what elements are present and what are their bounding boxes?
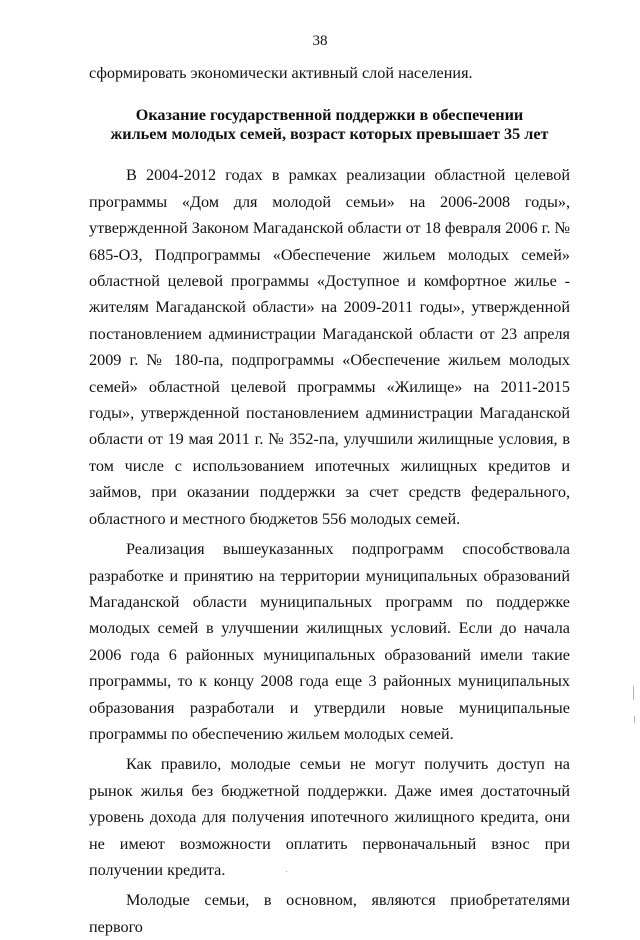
section-heading: Оказание государственной поддержки в обеспечении жильем молодых семей, возраст которых превышает 35 лет [110,106,549,144]
scan-speck [286,871,287,872]
paragraph-municipal: Реализация вышеуказанных подпрограмм способствовала разработке и принятию на территории муниципальных образований Магаданской области муниципальных программ по поддержке молодых семей в улучшении жилищных условий. Если до начала 2006 года 6 районных муниципальных образований имели такие программы, то к концу 2008 года еще 3 районных муниципальных образования разработали и утвердили новые муниципальные программы по обеспечению жильем молодых семей. [89,540,570,743]
paragraph-market-access: Как правило, молодые семьи не могут получить доступ на рынок жилья без бюджетной поддержки. Даже имея достаточный уровень дохода для получения ипотечного жилищного кредита, они не имеют возможности оплатить первоначальный взнос при получении кредита. [89,755,570,879]
scan-edge-mark [634,716,635,723]
page-number: 38 [312,33,328,49]
paragraph-first-buyers: Молодые семьи, в основном, являются приобретателями первого [89,891,570,936]
document-body [89,60,570,940]
paragraph-programs: В 2004-2012 годах в рамках реализации областной целевой программы «Дом для молодой семьи» на 2006-2008 годы», утвержденной Законом Магаданской области от 18 февраля 2006 г. № 685-ОЗ, Подпрограммы «Обеспечение жильем молодых семей» областной целевой программы «Доступное и комфортное жилье - жителям Магаданской области» на 2009-2011 годы», утвержденной постановлением администрации Магаданской области от 23 апреля 2009 г. № 180-па, подпрограммы «Обеспечение жильем молодых семей» областной целевой программы «Жилище» на 2011-2015 годы», утвержденной постановлением администрации Магаданской области от 19 мая 2011 г. № 352-па, улучшили жилищные условия, в том числе с использованием ипотечных жилищных кредитов и займов, при оказании поддержки за счет средств федерального, областного и местного бюджетов 556 молодых семей. [89,166,570,528]
scan-edge-mark [633,686,634,700]
intro-line: сформировать экономически активный слой населения. [89,64,473,82]
